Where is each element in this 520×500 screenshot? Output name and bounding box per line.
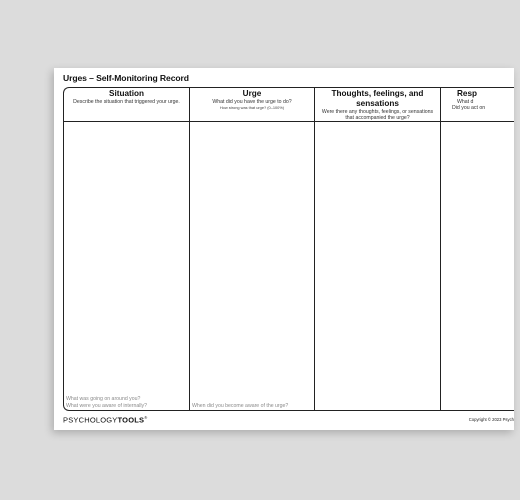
column-prompt <box>192 403 288 409</box>
record-table <box>63 87 514 411</box>
worksheet-title: Urges – Self-Monitoring Record <box>63 73 189 83</box>
header-response <box>452 89 520 112</box>
logo-text-bold: TOOLS <box>117 415 145 424</box>
registered-mark: ® <box>144 414 148 420</box>
logo-text-regular: PSYCHOLOGY <box>63 415 118 424</box>
column-title: Resp <box>457 89 478 98</box>
column-situation <box>64 88 189 410</box>
column-urge <box>189 88 314 410</box>
column-response <box>440 88 520 410</box>
column-subtitle: What did you have the urge to do? <box>212 99 292 105</box>
worksheet-page <box>54 68 514 430</box>
header-urge <box>190 89 314 110</box>
column-subtitle: Describe the situation that triggered your urge. <box>73 99 180 105</box>
column-subtitle: Were there any thoughts, feelings, or sensations that accompanied the urge? <box>321 109 434 122</box>
header-situation <box>64 89 189 105</box>
prompt-line: When did you become aware of the urge? <box>192 402 289 409</box>
column-thoughts-feelings-sensations <box>314 88 440 410</box>
prompt-line: What was going on around you? <box>66 396 141 403</box>
column-title: Situation <box>108 89 145 98</box>
psychology-tools-logo <box>63 415 147 425</box>
column-title: Urge <box>242 89 262 98</box>
column-title: Thoughts, feelings, and sensations <box>331 89 424 108</box>
column-prompt <box>66 396 147 409</box>
prompt-line: What were you aware of internally? <box>66 402 148 409</box>
column-subtitle-secondary: How strong was that urge? (0–100%) <box>219 105 285 111</box>
column-subtitle-secondary: Did you act on <box>452 105 486 112</box>
copyright-notice: Copyright © 2023 Psych <box>468 417 514 422</box>
header-thoughts <box>315 89 440 122</box>
column-subtitle: What d <box>457 99 474 105</box>
